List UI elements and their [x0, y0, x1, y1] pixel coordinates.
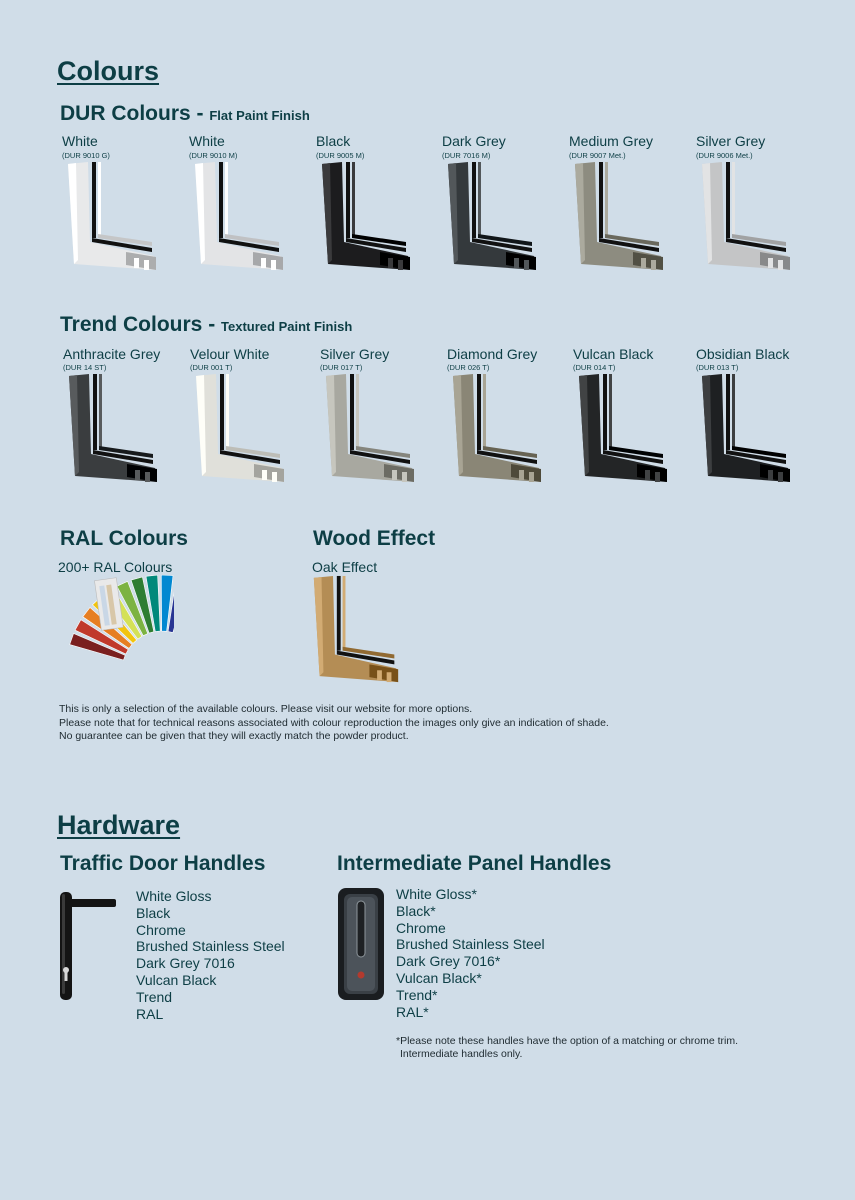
dur-frame-sample-image [571, 160, 667, 274]
trend-swatch-code: (DUR 017 T) [320, 363, 363, 372]
intermediate-item-2: Black* [396, 902, 436, 919]
dur-swatch-name: White [189, 133, 225, 149]
dur-title: DUR Colours [60, 102, 191, 125]
dur-frame-sample-image [318, 160, 414, 274]
ral-fan-deck-image [62, 575, 174, 687]
dur-swatch-code: (DUR 9005 M) [316, 151, 365, 160]
trend-dash: - [208, 313, 216, 336]
trend-swatch-name: Vulcan Black [573, 346, 654, 362]
colour-note-3: No guarantee can be given that they will exactly match the powder product. [59, 730, 409, 742]
trend-frame-sample-image [575, 372, 671, 486]
trend-frame-sample-image [449, 372, 545, 486]
traffic-item-8: RAL [136, 1005, 164, 1022]
trend-subtitle: Textured Paint Finish [221, 319, 353, 334]
trend-frame-sample-image [322, 372, 418, 486]
traffic-item-5: Dark Grey 7016 [136, 955, 235, 972]
intermediate-panel-handles-heading: Intermediate Panel Handles [337, 852, 612, 875]
trend-swatch-code: (DUR 013 T) [696, 363, 739, 372]
trend-swatch-name: Obsidian Black [696, 346, 790, 362]
traffic-item-1: White Gloss [136, 888, 212, 904]
trend-swatch-code: (DUR 14 ST) [63, 363, 107, 372]
traffic-item-3: Chrome [136, 921, 186, 938]
traffic-door-handle-image [58, 890, 118, 1002]
ral-label: 200+ RAL Colours [58, 559, 173, 575]
intermediate-note-line-1: *Please note these handles have the option of a matching or chrome trim. [396, 1035, 739, 1047]
trend-frame-sample-image [192, 372, 288, 486]
dur-swatch-code: (DUR 7016 M) [442, 151, 491, 160]
dur-swatch-name: Silver Grey [696, 133, 766, 149]
dur-swatch-code: (DUR 9010 M) [189, 151, 238, 160]
traffic-item-6: Vulcan Black [136, 971, 217, 988]
intermediate-item-7: Trend* [396, 986, 438, 1003]
trend-swatch-name: Diamond Grey [447, 346, 538, 362]
colour-note-2: Please note that for technical reasons associated with colour reproduction the images only give an indication of shade. [59, 716, 609, 729]
trend-swatch-name: Silver Grey [320, 346, 390, 362]
intermediate-item-3: Chrome [396, 919, 446, 936]
dur-swatch-name: Black [316, 133, 351, 149]
dur-swatch-name: Medium Grey [569, 133, 654, 149]
trend-swatch-code: (DUR 026 T) [447, 363, 490, 372]
colours-heading: Colours [57, 56, 160, 86]
dur-swatch-code: (DUR 9010 G) [62, 151, 110, 160]
trend-frame-sample-image [698, 372, 794, 486]
dur-swatch-code: (DUR 9007 Met.) [569, 151, 626, 160]
colour-note-1: This is only a selection of the available colours. Please visit our website for more options. [59, 703, 473, 715]
dur-frame-sample-image [191, 160, 287, 274]
wood-effect-heading: Wood Effect [313, 527, 436, 550]
dur-swatch-name: White [62, 133, 98, 149]
intermediate-handle-note [396, 1035, 738, 1061]
intermediate-item-6: Vulcan Black* [396, 969, 482, 986]
hardware-heading: Hardware [57, 810, 181, 840]
intermediate-note-line-2: Intermediate handles only. [400, 1048, 523, 1060]
traffic-item-4: Brushed Stainless Steel [136, 938, 285, 955]
dur-frame-sample-image [64, 160, 160, 274]
dur-frame-sample-image [698, 160, 794, 274]
intermediate-item-8: RAL* [396, 1003, 429, 1020]
dur-colours-heading [60, 102, 310, 126]
traffic-handle-colour-list [136, 888, 285, 1022]
intermediate-handle-colour-list [396, 886, 545, 1020]
dur-swatch-name: Dark Grey [442, 133, 506, 149]
traffic-door-handles-heading: Traffic Door Handles [60, 852, 266, 875]
intermediate-item-5: Dark Grey 7016* [396, 953, 501, 970]
dur-subtitle: Flat Paint Finish [209, 108, 310, 123]
trend-colours-heading [60, 313, 352, 337]
intermediate-item-4: Brushed Stainless Steel [396, 936, 545, 953]
intermediate-panel-handle-image [337, 887, 385, 1001]
dur-dash: - [196, 102, 204, 125]
dur-swatch-code: (DUR 9006 Met.) [696, 151, 753, 160]
colour-notes [59, 703, 609, 744]
traffic-item-7: Trend [136, 988, 173, 1005]
trend-frame-sample-image [65, 372, 161, 486]
oak-effect-label: Oak Effect [312, 559, 378, 575]
trend-swatch-code: (DUR 001 T) [190, 363, 233, 372]
oak-effect-frame-image [310, 574, 402, 686]
traffic-item-2: Black [136, 904, 171, 921]
trend-swatch-name: Velour White [190, 346, 270, 362]
dur-frame-sample-image [444, 160, 540, 274]
ral-heading: RAL Colours [60, 527, 188, 550]
trend-title: Trend Colours [60, 313, 203, 336]
intermediate-item-1: White Gloss* [396, 886, 477, 902]
trend-swatch-code: (DUR 014 T) [573, 363, 616, 372]
trend-swatch-name: Anthracite Grey [63, 346, 161, 362]
